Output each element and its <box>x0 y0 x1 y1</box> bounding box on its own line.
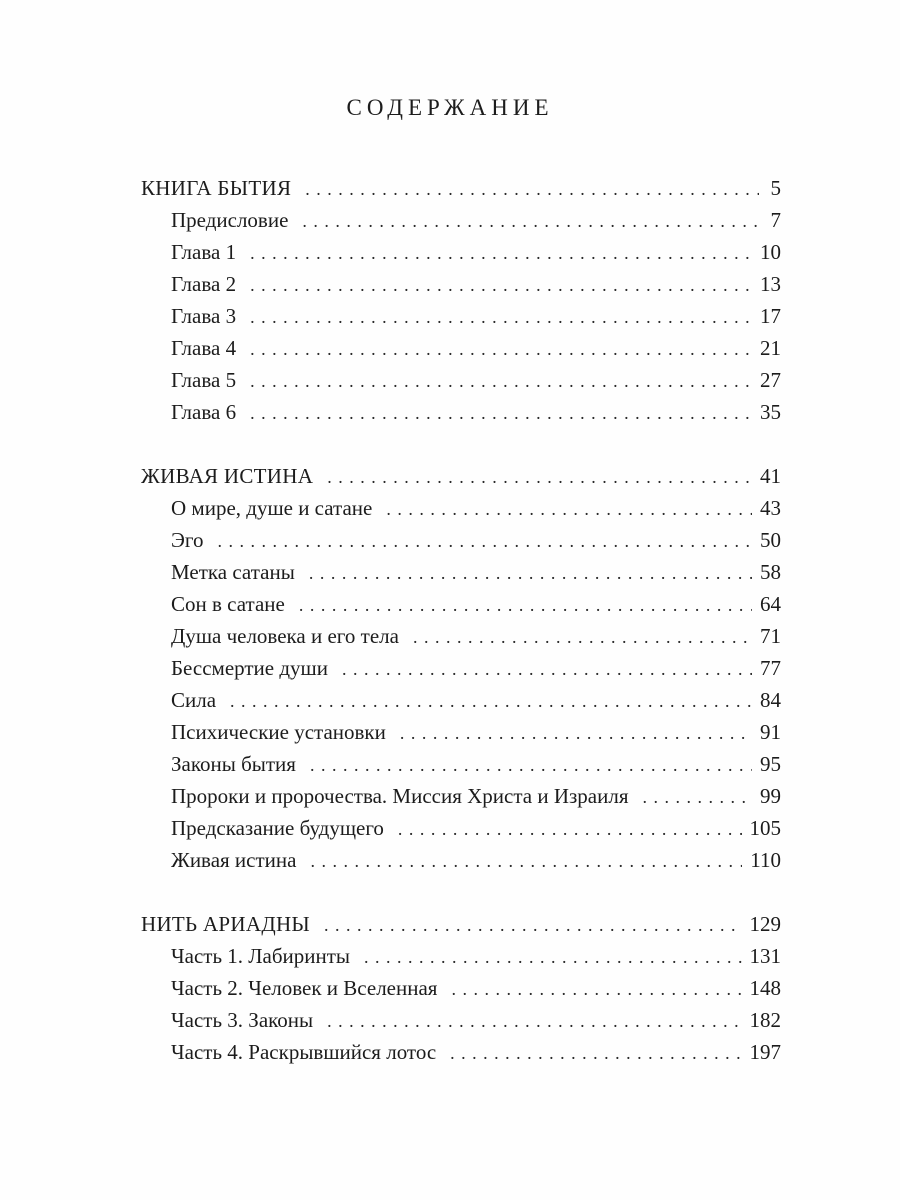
page-number: 131 <box>749 944 781 968</box>
page-number: 182 <box>749 1008 781 1032</box>
toc-section <box>141 908 781 1068</box>
toc-entry-label: Часть 4. Раскрывшийся лотос <box>171 1040 437 1064</box>
toc-entry[interactable] <box>141 972 781 1004</box>
toc-entry[interactable] <box>141 332 781 364</box>
toc-entry-label: Законы бытия <box>171 752 296 776</box>
page-number: 10 <box>760 240 781 264</box>
page-number: 58 <box>760 560 781 584</box>
toc-section-label: ЖИВАЯ ИСТИНА <box>141 464 314 488</box>
page-number: 148 <box>749 976 781 1000</box>
dot-leader <box>327 1005 741 1037</box>
toc-entry-label: Метка сатаны <box>171 560 295 584</box>
dot-leader <box>217 525 752 557</box>
toc-entry-label: Живая истина <box>171 848 297 872</box>
dot-leader <box>250 301 752 333</box>
dot-leader <box>642 781 752 813</box>
dot-leader <box>250 397 752 429</box>
page-number: 7 <box>770 208 781 232</box>
toc-entry-label: Бессмертие души <box>171 656 328 680</box>
dot-leader <box>310 845 742 877</box>
toc-entry-label: Пророки и пророчества. Миссия Христа и Израиля <box>171 784 629 808</box>
toc-entry[interactable] <box>141 716 781 748</box>
page-number: 84 <box>760 688 781 712</box>
page-number: 105 <box>749 816 781 840</box>
toc-section-label: НИТЬ АРИАДНЫ <box>141 912 311 936</box>
dot-leader <box>413 621 752 653</box>
toc-section-heading[interactable] <box>141 908 781 940</box>
dot-leader <box>386 493 752 525</box>
toc-entry-label: Психические установки <box>171 720 386 744</box>
dot-leader <box>327 461 752 493</box>
toc-entry[interactable] <box>141 204 781 236</box>
dot-leader <box>342 653 752 685</box>
page-number: 95 <box>760 752 781 776</box>
toc-entry[interactable] <box>141 844 781 876</box>
page-number: 129 <box>749 912 781 936</box>
toc-entry[interactable] <box>141 236 781 268</box>
dot-leader <box>250 333 752 365</box>
dot-leader <box>398 813 742 845</box>
toc-entry[interactable] <box>141 396 781 428</box>
toc-entry-label: Предисловие <box>171 208 289 232</box>
toc-section <box>141 460 781 876</box>
dot-leader <box>250 365 752 397</box>
toc-section-heading[interactable] <box>141 172 781 204</box>
dot-leader <box>400 717 752 749</box>
toc-entry[interactable] <box>141 652 781 684</box>
toc-entry[interactable] <box>141 524 781 556</box>
toc-entry-label: Предсказание будущего <box>171 816 384 840</box>
toc-entry[interactable] <box>141 1004 781 1036</box>
page-number: 197 <box>749 1040 781 1064</box>
dot-leader <box>450 1037 741 1069</box>
table-of-contents <box>141 172 781 1100</box>
page-number: 71 <box>760 624 781 648</box>
toc-entry-label: Глава 3 <box>171 304 237 328</box>
page-number: 13 <box>760 272 781 296</box>
dot-leader <box>309 557 752 589</box>
toc-entry[interactable] <box>141 1036 781 1068</box>
dot-leader <box>305 173 759 205</box>
toc-entry-label: Часть 2. Человек и Вселенная <box>171 976 438 1000</box>
toc-section <box>141 172 781 428</box>
page-number: 50 <box>760 528 781 552</box>
toc-entry-label: Часть 1. Лабиринты <box>171 944 351 968</box>
dot-leader <box>310 749 752 781</box>
toc-section-label: КНИГА БЫТИЯ <box>141 176 292 200</box>
toc-entry-label: Часть 3. Законы <box>171 1008 314 1032</box>
page-number: 110 <box>750 848 781 872</box>
toc-entry[interactable] <box>141 556 781 588</box>
dot-leader <box>364 941 741 973</box>
page-title: СОДЕРЖАНИЕ <box>346 95 554 121</box>
page-number: 43 <box>760 496 781 520</box>
toc-section-heading[interactable] <box>141 460 781 492</box>
toc-entry[interactable] <box>141 780 781 812</box>
toc-entry[interactable] <box>141 300 781 332</box>
page-number: 99 <box>760 784 781 808</box>
dot-leader <box>324 909 741 941</box>
page-number: 35 <box>760 400 781 424</box>
dot-leader <box>250 237 752 269</box>
toc-entry-label: О мире, душе и сатане <box>171 496 373 520</box>
toc-entry[interactable] <box>141 620 781 652</box>
dot-leader <box>451 973 741 1005</box>
page-number: 64 <box>760 592 781 616</box>
page-number: 21 <box>760 336 781 360</box>
page-number: 17 <box>760 304 781 328</box>
toc-entry-label: Эго <box>171 528 204 552</box>
page-number: 41 <box>760 464 781 488</box>
dot-leader <box>250 269 752 301</box>
toc-entry[interactable] <box>141 588 781 620</box>
toc-entry[interactable] <box>141 364 781 396</box>
toc-entry[interactable] <box>141 492 781 524</box>
dot-leader <box>302 205 759 237</box>
page-number: 91 <box>760 720 781 744</box>
toc-entry-label: Глава 2 <box>171 272 237 296</box>
page-number: 27 <box>760 368 781 392</box>
page-number: 5 <box>770 176 781 200</box>
toc-entry[interactable] <box>141 748 781 780</box>
page-number: 77 <box>760 656 781 680</box>
toc-entry[interactable] <box>141 268 781 300</box>
toc-entry-label: Сила <box>171 688 217 712</box>
dot-leader <box>230 685 752 717</box>
toc-entry-label: Душа человека и его тела <box>171 624 399 648</box>
toc-entry-label: Глава 4 <box>171 336 237 360</box>
toc-entry-label: Глава 6 <box>171 400 237 424</box>
toc-entry[interactable] <box>141 812 781 844</box>
toc-entry-label: Глава 5 <box>171 368 237 392</box>
toc-entry[interactable] <box>141 684 781 716</box>
dot-leader <box>299 589 752 621</box>
toc-entry[interactable] <box>141 940 781 972</box>
toc-entry-label: Глава 1 <box>171 240 237 264</box>
toc-entry-label: Сон в сатане <box>171 592 285 616</box>
